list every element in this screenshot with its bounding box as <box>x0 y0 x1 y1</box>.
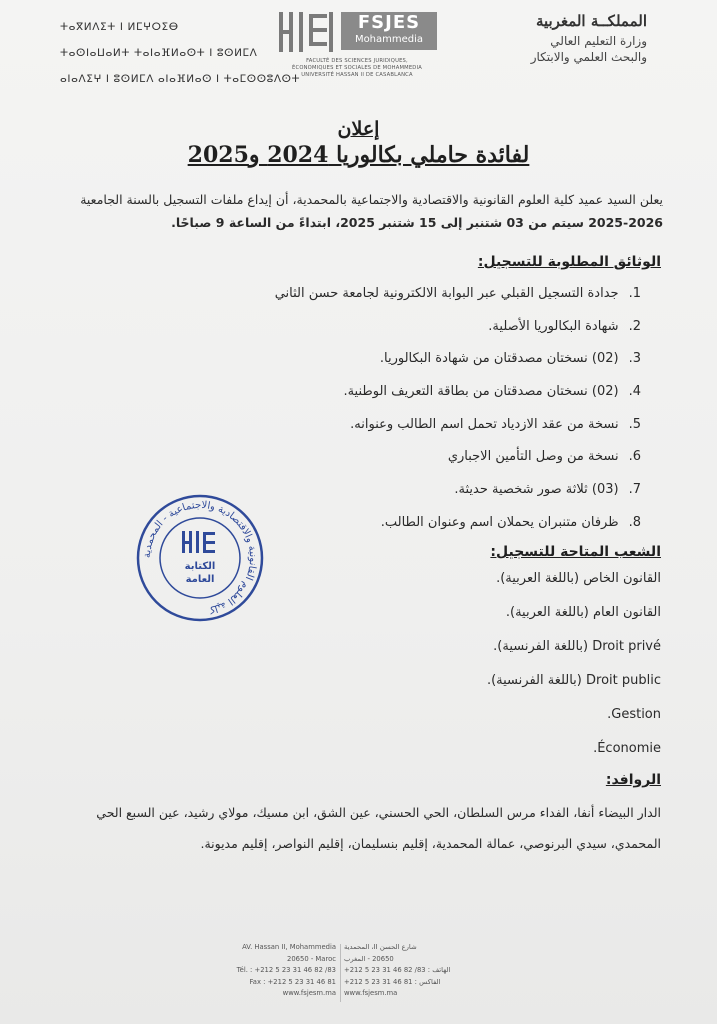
list-item: Droit public (باللغة الفرنسية). <box>486 673 661 688</box>
tracks-heading: الشعب المتاحة للتسجيل: <box>490 544 661 560</box>
logo-subtitle <box>262 58 452 79</box>
list-item: Gestion. <box>607 707 661 722</box>
intro-line-2: 2025-2026 سيتم من 03 شتنبر إلى 15 شتنبر 2025، ابتداءً من الساعة 9 صباحًا. <box>171 215 663 230</box>
logo-city: Mohammedia <box>354 34 424 45</box>
list-item: 6.نسخة من وصل التأمين الاجباري <box>447 449 641 465</box>
logo-name: FSJES <box>357 12 421 33</box>
logo-sub-line-3: UNIVERSITÉ HASSAN II DE CASABLANCA <box>301 72 413 78</box>
footer-fr-fax: Fax : +212 5 23 31 46 81 <box>249 977 336 986</box>
feeders-heading: الروافد: <box>605 772 661 788</box>
footer-ar-address: شارع الحسن II، المحمدية <box>344 943 417 951</box>
list-item: القانون العام (باللغة العربية). <box>505 605 661 620</box>
ministry-line-2: والبحث العلمي والابتكار <box>530 50 647 64</box>
list-item: 3.(02) نسختان مصدقتان من شهادة البكالوريا. <box>379 351 641 367</box>
kingdom-name: المملكــة المغربية <box>535 12 647 30</box>
list-item: 4.(02) نسختان مصدقتان من بطاقة التعريف الوطنية. <box>343 384 641 400</box>
logo-sub-line-1: FACULTÉ DES SCIENCES JURIDIQUES, <box>306 58 408 64</box>
footer-divider <box>340 944 341 1002</box>
list-item: 7.(03) ثلاثة صور شخصية حديثة. <box>454 482 641 498</box>
ministry-line-1: وزارة التعليم العالي <box>550 34 647 48</box>
announcement-subtitle: لفائدة حاملي بكالوريا 2024 و2025 <box>187 142 530 168</box>
footer-fr-tel: Tél. : +212 5 23 31 46 82 /83 <box>236 966 336 974</box>
footer-ar-web: www.fsjesm.ma <box>344 989 398 997</box>
feeders-paragraph <box>51 797 661 859</box>
footer-ar-tel: الهاتف : 83/ 82 46 31 23 5 212+ <box>344 966 451 974</box>
logo-wordmark <box>341 12 437 50</box>
list-item: 8.ظرفان متنبران يحملان اسم وعنوان الطالب. <box>380 514 641 530</box>
tifinagh-line-3: ⴰⵏⴰⴷⵉⵖ ⵏ ⵓⵙⵍⵎⴷ ⴰⵏⴰⴼⵍⴰⵙ ⵏ ⵜⴰⵎⵙⵙⵓⴷⵙⵜ <box>60 73 301 85</box>
footer-fr-web: www.fsjesm.ma <box>282 989 336 997</box>
intro-paragraph <box>53 188 663 234</box>
fsjes-logo-icon <box>275 8 335 56</box>
footer-french <box>204 942 336 1000</box>
list-item: القانون الخاص (باللغة العربية). <box>496 571 661 586</box>
documents-heading: الوثائق المطلوبة للتسجيل: <box>477 254 661 270</box>
list-item: Droit privé (باللغة الفرنسية). <box>493 639 661 654</box>
list-item: 5.نسخة من عقد الازدياد تحمل اسم الطالب وعنوانه. <box>350 416 641 432</box>
logo-sub-line-2: ÉCONOMIQUES ET SOCIALES DE MOHAMMEDIA <box>292 65 422 71</box>
list-item: Économie. <box>593 741 661 756</box>
intro-line-1: يعلن السيد عميد كلية العلوم القانونية والاقتصادية والاجتماعية بالمحمدية، أن إيداع ملفات التسجيل بالسنة الجامعية <box>80 192 663 207</box>
footer-ar-city: 20650 - المغرب <box>344 954 394 963</box>
footer-fr-city: 20650 - Maroc <box>287 954 336 963</box>
tracks-list <box>161 571 661 775</box>
feeders-line-2: المحمدي، سيدي البرنوصي، عمالة المحمدية، إقليم بنسليمان، إقليم النواصر، إقليم مديونة. <box>200 836 661 851</box>
stamp-inner-2: العامة <box>185 574 215 585</box>
footer-fr-address: AV. Hassan II, Mohammedia <box>242 943 336 951</box>
footer-arabic <box>344 942 484 1000</box>
tifinagh-line-1: ⵜⴰⴳⵍⴷⵉⵜ ⵏ ⵍⵎⵖⵔⵉⴱ <box>60 21 179 33</box>
footer-ar-fax: الفاكس : 81 46 31 23 5 212+ <box>344 977 441 986</box>
kingdom-header <box>447 12 647 64</box>
tifinagh-line-2: ⵜⴰⵙⵏⴰⵡⴰⵍⵜ ⵜⴰⵏⴰⴼⵍⴰⵙⵜ ⵏ ⵓⵙⵍⵎⴷ <box>60 47 258 59</box>
announcement-title: إعلان <box>337 118 380 140</box>
stamp-outer-text: كلية العلوم القانونية والاقتصادية والاجتماعية - المحمدية <box>141 499 259 616</box>
feeders-line-1: الدار البيضاء أنفا، الفداء مرس السلطان، الحي الحسني، عين الشق، ابن مسيك، مولاي رشيد، عين السبع الحي <box>96 805 661 820</box>
list-item: 2.شهادة البكالوريا الأصلية. <box>488 318 641 334</box>
tifinagh-header <box>60 14 301 92</box>
stamp-inner-1: الكتابة <box>184 561 216 572</box>
list-item: 1.جدادة التسجيل القبلي عبر البوابة الالكترونية لجامعة حسن الثاني <box>274 286 641 301</box>
